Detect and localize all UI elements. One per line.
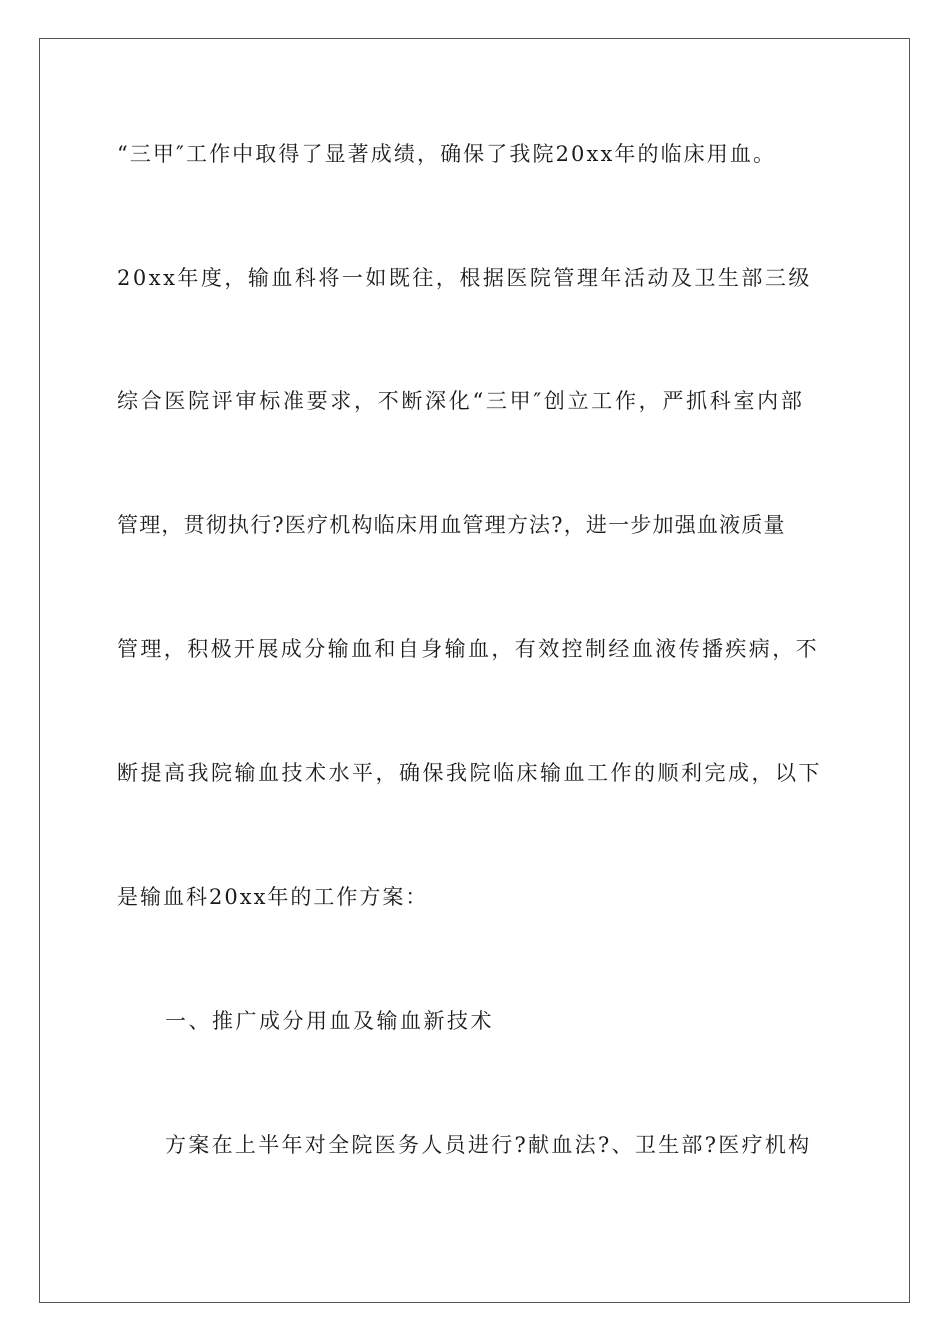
section-heading: 一、推广成分用血及输血新技术 [165,1009,494,1033]
paragraph-line: 方案在上半年对全院医务人员进行?献血法?、卫生部?医疗机构 [165,1133,812,1157]
paragraph-line: 综合医院评审标准要求，不断深化“三甲″创立工作，严抓科室内部 [117,389,805,413]
paragraph-line: 断提高我院输血技术水平，确保我院临床输血工作的顺利完成，以下 [117,761,822,785]
paragraph-line: 是输血科20xx年的工作方案： [117,885,429,909]
paragraph-line: 管理，积极开展成分输血和自身输血，有效控制经血液传播疾病，不 [117,637,819,661]
paragraph-line: 管理，贯彻执行?医疗机构临床用血管理方法?，进一步加强血液质量 [117,513,786,537]
paragraph-line: 20xx年度，输血科将一如既往，根据医院管理年活动及卫生部三级 [117,266,812,290]
page-border [39,38,910,1303]
paragraph-line: “三甲″工作中取得了显著成绩，确保了我院20xx年的临床用血。 [117,142,777,166]
